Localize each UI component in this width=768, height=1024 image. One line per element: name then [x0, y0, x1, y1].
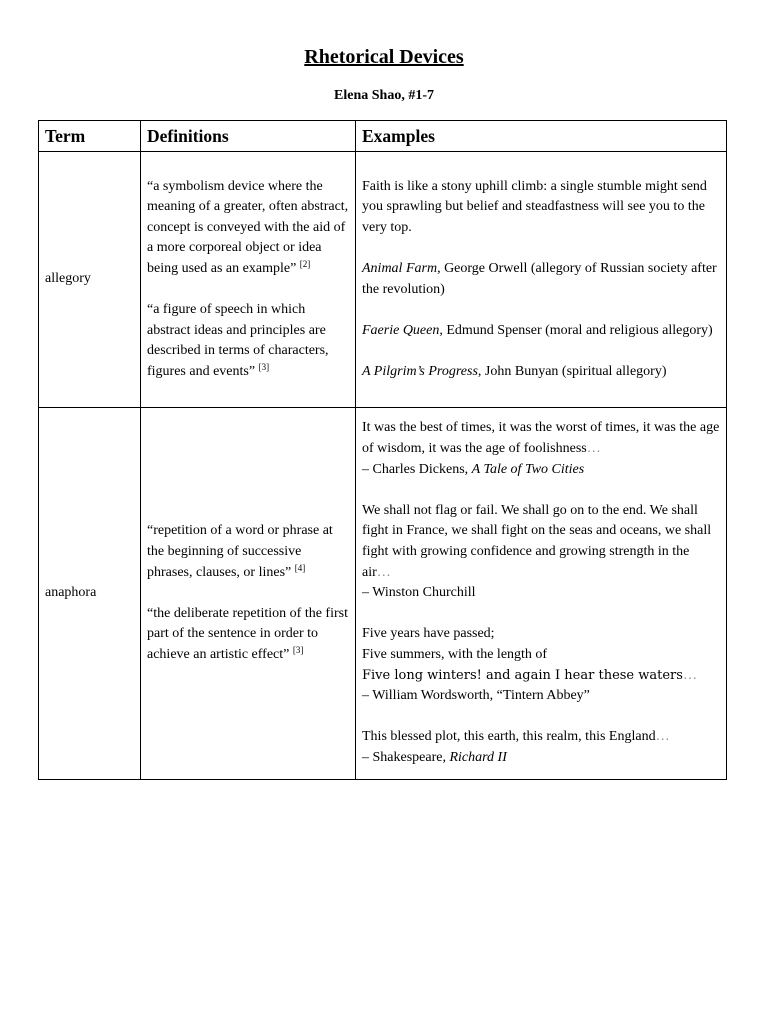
table-row	[39, 408, 727, 780]
work-title: A Tale of Two Cities	[471, 461, 585, 477]
rhetorical-devices-table	[38, 120, 727, 780]
column-header-term: Term	[39, 121, 141, 152]
work-title: Animal Farm	[362, 260, 438, 276]
column-header-definitions: Definitions	[141, 121, 356, 152]
citation-ref: [3]	[292, 644, 304, 655]
table-row	[39, 152, 727, 408]
example-attribution: – Charles Dickens, A Tale of Two Cities	[362, 461, 585, 477]
work-title: A Pilgrim’s Progress	[362, 363, 478, 379]
definitions-cell	[141, 152, 356, 408]
definition-text: “repetition of a word or phrase at the beginning of successive phrases, clauses, or lines” [4]	[147, 523, 333, 580]
example-text: Faerie Queen, Edmund Spenser (moral and religious allegory)	[362, 322, 713, 338]
table-header-row	[39, 121, 727, 152]
example-text: Faith is like a stony uphill climb: a single stumble might send you sprawling but belief and steadfastness will see you to the very top.	[362, 178, 707, 235]
document-title: Rhetorical Devices	[304, 46, 464, 68]
example-verse-line: Five years have passed;	[362, 626, 495, 642]
work-title: Faerie Queen	[362, 322, 440, 338]
example-verse-line: Five long winters! and again I hear these waters…	[362, 667, 697, 683]
term-cell: anaphora	[39, 408, 141, 780]
example-attribution: – William Wordsworth, “Tintern Abbey”	[362, 688, 590, 704]
example-verse-line: Five summers, with the length of	[362, 646, 548, 662]
example-text: A Pilgrim’s Progress, John Bunyan (spiritual allegory)	[362, 363, 667, 379]
examples-cell	[356, 408, 727, 780]
definition-text: “the deliberate repetition of the first part of the sentence in order to achieve an artistic effect” [3]	[147, 605, 348, 662]
citation-ref: [2]	[299, 258, 311, 269]
author-line: Elena Shao, #1-7	[334, 88, 434, 103]
example-quote: We shall not flag or fail. We shall go on to the end. We shall fight in France, we shall fight on the seas and oceans, we shall fight with growing confidence and growing strength in the air…	[362, 502, 712, 580]
citation-ref: [4]	[294, 562, 306, 573]
definitions-cell	[141, 408, 356, 780]
example-quote: It was the best of times, it was the worst of times, it was the age of wisdom, it was the age of foolishness…	[362, 420, 720, 457]
term-cell: allegory	[39, 152, 141, 408]
example-quote: This blessed plot, this earth, this realm, this England…	[362, 729, 670, 745]
definition-text: “a figure of speech in which abstract ideas and principles are described in terms of characters, figures and events” [3]	[147, 302, 329, 379]
definition-text: “a symbolism device where the meaning of a greater, often abstract, concept is conveyed with the aid of a more corporeal object or idea being used as an example” [2]	[147, 178, 349, 276]
example-attribution: – Shakespeare, Richard II	[362, 749, 507, 765]
citation-ref: [3]	[258, 361, 270, 372]
example-attribution: – Winston Churchill	[362, 585, 476, 601]
example-text: Animal Farm, George Orwell (allegory of Russian society after the revolution)	[362, 260, 717, 297]
examples-cell	[356, 152, 727, 408]
work-title: Richard II	[449, 749, 507, 765]
column-header-examples: Examples	[356, 121, 727, 152]
